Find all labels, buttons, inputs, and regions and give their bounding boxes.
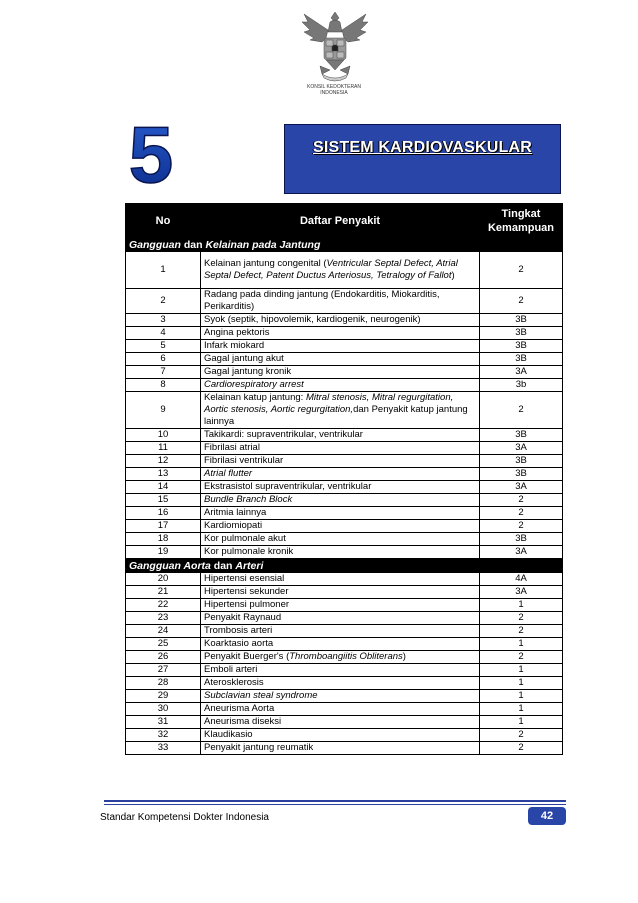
row-disease [201,327,480,340]
section2-title-b: dan [210,559,236,572]
table-row [126,314,563,327]
disease-text: Emboli arteri [204,664,258,675]
row-number: 14 [126,481,201,494]
section1-title-c: Kelainan pada Jantung [205,238,321,251]
row-disease [201,468,480,481]
row-level: 2 [480,252,563,289]
disease-text: Radang pada dinding jantung (Endokarditis, Miokarditis, Perikarditis) [204,289,440,312]
table-row [126,586,563,599]
disease-text: Gagal jantung kronik [204,366,292,377]
row-level: 2 [480,507,563,520]
row-level: 3A [480,586,563,599]
row-level: 3B [480,429,563,442]
table-row [126,703,563,716]
row-disease [201,546,480,559]
disease-text: Aneurisma Aorta [204,703,275,714]
table-row [126,455,563,468]
row-disease [201,664,480,677]
header-level-line1: Tingkat [501,207,541,220]
row-level: 2 [480,392,563,429]
row-disease [201,481,480,494]
table-row [126,651,563,664]
table-header [126,204,563,238]
row-level: 2 [480,729,563,742]
table-row [126,340,563,353]
row-level: 1 [480,677,563,690]
row-number: 2 [126,289,201,314]
table-row [126,392,563,429]
table-row [126,625,563,638]
row-disease [201,742,480,755]
row-level: 3B [480,468,563,481]
disease-text: Penyakit Raynaud [204,612,282,623]
disease-text-italic: Thromboangiitis Obliterans [289,651,403,662]
row-number: 15 [126,494,201,507]
table-row [126,481,563,494]
disease-text: Kelainan katup jantung: [204,392,306,403]
row-level: 1 [480,716,563,729]
disease-text-italic: Mitral stenosis, Mitral regurgitation, Aortic stenosis, Aortic regurgitation, [204,392,454,415]
row-number: 1 [126,252,201,289]
disease-text: Penyakit jantung reumatik [204,742,314,753]
section1-title-a: Gangguan [129,238,181,251]
footer-text: Standar Kompetensi Dokter Indonesia [100,812,269,823]
section1-title [126,238,563,252]
row-level: 3A [480,546,563,559]
disease-text: Fibrilasi atrial [204,442,260,453]
table-row [126,677,563,690]
table-row [126,546,563,559]
row-level: 3B [480,455,563,468]
header-level-line2: Kemampuan [487,221,555,234]
row-number: 20 [126,573,201,586]
table-row [126,520,563,533]
row-disease [201,690,480,703]
chapter-title-box [284,124,561,194]
council-name [284,84,384,96]
disease-text: Kardiomiopati [204,520,263,531]
row-disease [201,455,480,468]
table-row [126,573,563,586]
disease-text: Koarktasio aorta [204,638,274,649]
row-disease [201,716,480,729]
table-row [126,353,563,366]
row-number: 30 [126,703,201,716]
row-number: 4 [126,327,201,340]
row-number: 7 [126,366,201,379]
disease-text: Gagal jantung akut [204,353,284,364]
row-level: 2 [480,612,563,625]
row-level: 3B [480,533,563,546]
garuda-emblem-icon [300,8,370,86]
row-disease [201,703,480,716]
row-disease [201,625,480,638]
row-number: 18 [126,533,201,546]
disease-text-post: ) [451,270,455,281]
row-number: 27 [126,664,201,677]
disease-table [125,203,563,755]
disease-text: Fibrilasi ventrikular [204,455,284,466]
row-number: 23 [126,612,201,625]
table-row [126,599,563,612]
table-row [126,327,563,340]
table-row [126,690,563,703]
table-row [126,507,563,520]
row-level: 2 [480,520,563,533]
disease-text: Angina pektoris [204,327,270,338]
table-row [126,664,563,677]
row-disease [201,252,480,289]
row-level: 3A [480,366,563,379]
row-disease [201,366,480,379]
row-disease [201,638,480,651]
page-number: 42 [528,807,566,825]
row-level: 1 [480,664,563,677]
section1-header [126,238,563,252]
table-row [126,716,563,729]
disease-text: Kor pulmonale akut [204,533,286,544]
row-disease [201,520,480,533]
row-number: 29 [126,690,201,703]
row-number: 21 [126,586,201,599]
footer-divider-thin [104,804,566,805]
row-disease [201,677,480,690]
table-row [126,742,563,755]
table-row [126,252,563,289]
table-row [126,468,563,481]
disease-text-italic: Ventricular Septal Defect, Atrial Septal Defect, Patent Ductus Arteriosus, Tetralogy of Fallot [204,258,458,281]
row-level: 3B [480,340,563,353]
chapter-number [122,116,180,188]
row-level: 3b [480,379,563,392]
row-number: 3 [126,314,201,327]
disease-text: Hipertensi sekunder [204,586,289,597]
row-disease [201,573,480,586]
row-disease [201,442,480,455]
row-level: 3B [480,327,563,340]
row-level: 1 [480,703,563,716]
chapter-title: SISTEM KARDIOVASKULAR [312,139,533,156]
row-level: 3B [480,353,563,366]
disease-text: Syok (septik, hipovolemik, kardiogenik, neurogenik) [204,314,421,325]
disease-text: Infark miokard [204,340,265,351]
row-disease [201,379,480,392]
row-disease [201,494,480,507]
row-number: 24 [126,625,201,638]
disease-text: Aneurisma diseksi [204,716,282,727]
row-level: 2 [480,742,563,755]
table-row [126,429,563,442]
table-row [126,442,563,455]
disease-text: Aterosklerosis [204,677,264,688]
row-disease [201,612,480,625]
disease-text: Kor pulmonale kronik [204,546,294,557]
table-row [126,366,563,379]
row-number: 28 [126,677,201,690]
row-number: 16 [126,507,201,520]
disease-text: Trombosis arteri [204,625,273,636]
row-disease [201,599,480,612]
row-number: 11 [126,442,201,455]
row-level: 4A [480,573,563,586]
row-level: 2 [480,625,563,638]
row-number: 12 [126,455,201,468]
disease-text: Hipertensi pulmoner [204,599,290,610]
row-number: 19 [126,546,201,559]
row-disease [201,392,480,429]
row-number: 13 [126,468,201,481]
table-row [126,612,563,625]
disease-text: Ekstrasistol supraventrikular, ventrikular [204,481,372,492]
disease-text: Klaudikasio [204,729,253,740]
disease-text-post: dan Penyakit katup jantung lainnya [204,404,468,427]
row-disease [201,533,480,546]
table-row [126,729,563,742]
disease-text: Atrial flutter [204,468,253,479]
table-row [126,379,563,392]
row-number: 6 [126,353,201,366]
header-level [480,204,563,238]
row-level: 2 [480,289,563,314]
row-number: 31 [126,716,201,729]
row-disease [201,651,480,664]
section2-title [126,559,563,573]
row-disease [201,353,480,366]
disease-text: Aritmia lainnya [204,507,267,518]
header-no: No [126,204,201,238]
council-line-2: INDONESIA [320,90,348,96]
row-number: 10 [126,429,201,442]
disease-text: Penyakit Buerger's ( [204,651,290,662]
section2-title-a: Gangguan Aorta [129,559,211,572]
row-level: 1 [480,690,563,703]
row-number: 5 [126,340,201,353]
row-number: 9 [126,392,201,429]
row-number: 17 [126,520,201,533]
row-number: 33 [126,742,201,755]
row-disease [201,429,480,442]
row-disease [201,289,480,314]
chapter-number-text: 5 [128,116,174,188]
row-level: 2 [480,651,563,664]
row-level: 3B [480,314,563,327]
row-level: 2 [480,494,563,507]
section1-title-b: dan [180,238,206,251]
row-disease [201,314,480,327]
row-disease [201,586,480,599]
disease-text: Subclavian steal syndrome [204,690,318,701]
row-level: 3A [480,442,563,455]
row-disease [201,507,480,520]
row-level: 1 [480,599,563,612]
row-number: 25 [126,638,201,651]
row-number: 22 [126,599,201,612]
disease-text: Kelainan jantung congenital ( [204,258,327,269]
table-row [126,533,563,546]
footer-divider [104,800,566,802]
disease-text-post: ) [402,651,406,662]
table-row [126,289,563,314]
row-disease [201,340,480,353]
row-level: 3A [480,481,563,494]
disease-text: Hipertensi esensial [204,573,285,584]
section2-title-c: Arteri [235,559,264,572]
section2-header [126,559,563,573]
council-line-1: KONSIL KEDOKTERAN [307,84,361,90]
row-disease [201,729,480,742]
row-number: 26 [126,651,201,664]
row-level: 1 [480,638,563,651]
row-number: 32 [126,729,201,742]
row-number: 8 [126,379,201,392]
header-name: Daftar Penyakit [201,204,480,238]
disease-text: Bundle Branch Block [204,494,293,505]
table-row [126,638,563,651]
disease-text: Cardiorespiratory arrest [204,379,304,390]
table-row [126,494,563,507]
disease-text: Takikardi: supraventrikular, ventrikular [204,429,363,440]
